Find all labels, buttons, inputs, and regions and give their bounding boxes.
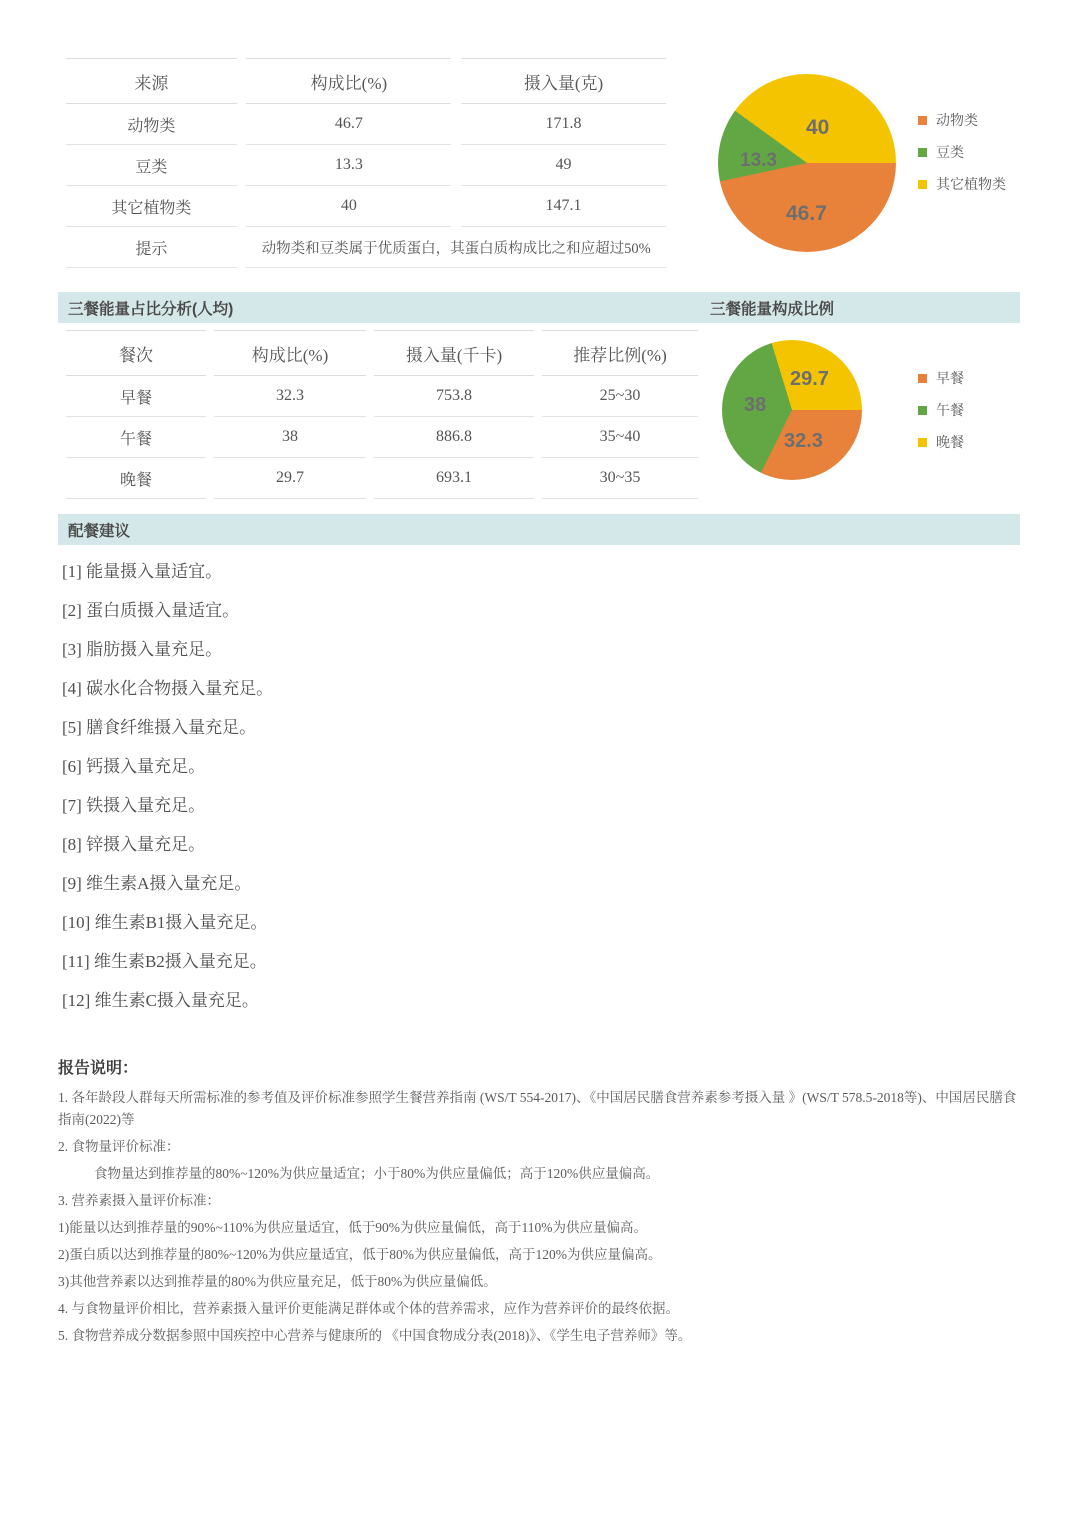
column-gap — [451, 104, 461, 145]
note-line: 1. 各年龄段人群每天所需标准的参考值及评价标准参照学生餐营养指南 (WS/T 554-2017)、《中国居民膳食营养素参考摄入量 》(WS/T 578.5-2018等)、中国居民膳食指南(2022)等 — [58, 1090, 1017, 1127]
cell-recommended: 25~30 — [542, 376, 698, 417]
cell-intake: 886.8 — [374, 417, 534, 458]
tip-label: 提示 — [66, 227, 237, 268]
column-header-ratio: 构成比(%) — [246, 59, 451, 104]
list-item: [9] 维生素A摄入量充足。 — [62, 874, 252, 893]
column-gap — [237, 145, 247, 186]
column-gap — [534, 331, 542, 376]
cell-ratio: 38 — [214, 417, 366, 458]
cell-ratio: 32.3 — [214, 376, 366, 417]
column-gap — [366, 417, 374, 458]
legend-item — [918, 110, 1006, 130]
legend-swatch-other-plant — [918, 180, 927, 189]
column-gap — [534, 376, 542, 417]
advice-list — [62, 552, 962, 1020]
list-item: [7] 铁摄入量充足。 — [62, 796, 206, 815]
column-gap — [206, 376, 214, 417]
cell-ratio: 29.7 — [214, 458, 366, 499]
legend-swatch-breakfast — [918, 374, 927, 383]
column-header-intake: 摄入量(千卡) — [374, 331, 534, 376]
note-line: 5. 食物营养成分数据参照中国疾控中心营养与健康所的 《中国食物成分表(2018)》、《学生电子营养师》等。 — [58, 1328, 692, 1343]
legend-label-animal: 动物类 — [936, 112, 978, 128]
legend-item — [918, 368, 964, 388]
pie-slice-label-animal: 46.7 — [786, 202, 827, 225]
section-title-advice: 配餐建议 — [68, 522, 131, 540]
legend-item — [918, 174, 1006, 194]
legend-swatch-dinner — [918, 438, 927, 447]
column-gap — [534, 417, 542, 458]
column-gap — [237, 186, 247, 227]
list-item: [3] 脂肪摄入量充足。 — [62, 640, 223, 659]
list-item: [4] 碳水化合物摄入量充足。 — [62, 679, 274, 698]
pie-legend — [918, 110, 1006, 206]
cell-intake: 753.8 — [374, 376, 534, 417]
column-header-intake: 摄入量(克) — [461, 59, 666, 104]
legend-item — [918, 432, 964, 452]
note-line: 1)能量以达到推荐量的90%~110%为供应量适宜，低于90%为供应量偏低，高于110%为供应量偏高。 — [58, 1220, 648, 1235]
note-line: 2)蛋白质以达到推荐量的80%~120%为供应量适宜，低于80%为供应量偏低，高于120%为供应量偏高。 — [58, 1247, 662, 1262]
column-header-source: 来源 — [66, 59, 237, 104]
column-gap — [451, 145, 461, 186]
cell-intake: 693.1 — [374, 458, 534, 499]
list-item: [11] 维生素B2摄入量充足。 — [62, 952, 267, 971]
report-notes-heading: 报告说明： — [58, 1060, 139, 1077]
column-gap — [366, 458, 374, 499]
cell-intake: 147.1 — [461, 186, 666, 227]
column-gap — [206, 331, 214, 376]
table-row — [66, 376, 698, 417]
column-gap — [366, 376, 374, 417]
list-item: [8] 锌摄入量充足。 — [62, 835, 206, 854]
list-item: [12] 维生素C摄入量充足。 — [62, 991, 259, 1010]
note-line: 2. 食物量评价标准： — [58, 1139, 180, 1154]
pie-slice-label-lunch: 38 — [744, 394, 767, 416]
note-line: 3. 营养素摄入量评价标准： — [58, 1193, 220, 1208]
column-gap — [534, 458, 542, 499]
cell-intake: 171.8 — [461, 104, 666, 145]
cell-recommended: 35~40 — [542, 417, 698, 458]
pie-slice-label-bean: 13.3 — [740, 150, 777, 171]
protein-source-table — [66, 58, 666, 268]
list-item: [10] 维生素B1摄入量充足。 — [62, 913, 268, 932]
cell-intake: 49 — [461, 145, 666, 186]
column-header-recommended: 推荐比例(%) — [542, 331, 698, 376]
table-header-row — [66, 331, 698, 376]
cell-meal: 早餐 — [66, 376, 206, 417]
meal-energy-table — [66, 330, 698, 499]
list-item: [1] 能量摄入量适宜。 — [62, 562, 223, 581]
column-gap — [237, 227, 247, 268]
column-gap — [366, 331, 374, 376]
cell-source: 豆类 — [66, 145, 237, 186]
legend-label-lunch: 午餐 — [936, 402, 964, 418]
column-gap — [206, 458, 214, 499]
column-gap — [237, 104, 247, 145]
protein-source-pie-chart — [718, 74, 1018, 274]
legend-item — [918, 142, 1006, 162]
note-line: 3)其他营养素以达到推荐量的80%为供应量充足，低于80%为供应量偏低。 — [58, 1274, 497, 1289]
table-row — [66, 458, 698, 499]
cell-ratio: 40 — [246, 186, 451, 227]
legend-swatch-bean — [918, 148, 927, 157]
list-item: [2] 蛋白质摄入量适宜。 — [62, 601, 240, 620]
legend-label-breakfast: 早餐 — [936, 370, 964, 386]
column-gap — [451, 59, 461, 104]
section-title-meal-pie: 三餐能量构成比例 — [710, 300, 835, 318]
cell-ratio: 46.7 — [246, 104, 451, 145]
legend-label-other-plant: 其它植物类 — [936, 176, 1006, 192]
legend-item — [918, 400, 964, 420]
column-gap — [451, 186, 461, 227]
table-tip-row — [66, 227, 666, 268]
section-header-meal-energy — [58, 292, 1020, 323]
section-title-meal-analysis: 三餐能量占比分析(人均) — [68, 300, 234, 318]
cell-source: 其它植物类 — [66, 186, 237, 227]
column-header-ratio: 构成比(%) — [214, 331, 366, 376]
column-gap — [237, 59, 247, 104]
pie-disc — [722, 340, 862, 480]
legend-label-bean: 豆类 — [936, 144, 964, 160]
cell-ratio: 13.3 — [246, 145, 451, 186]
legend-swatch-lunch — [918, 406, 927, 415]
table-row — [66, 417, 698, 458]
report-notes — [58, 1055, 1018, 1352]
cell-source: 动物类 — [66, 104, 237, 145]
pie-slice-label-other-plant: 40 — [806, 116, 830, 139]
pie-slice-label-dinner: 29.7 — [790, 368, 829, 390]
table-header-row — [66, 59, 666, 104]
pie-slice-label-breakfast: 32.3 — [784, 430, 823, 452]
cell-recommended: 30~35 — [542, 458, 698, 499]
column-gap — [206, 417, 214, 458]
cell-meal: 午餐 — [66, 417, 206, 458]
table-row — [66, 104, 666, 145]
pie-legend — [918, 368, 964, 464]
meal-energy-pie-chart — [722, 340, 1022, 500]
list-item: [5] 膳食纤维摄入量充足。 — [62, 718, 257, 737]
note-line: 4. 与食物量评价相比，营养素摄入量评价更能满足群体或个体的营养需求，应作为营养评价的最终依据。 — [58, 1301, 679, 1316]
table-row — [66, 145, 666, 186]
cell-meal: 晚餐 — [66, 458, 206, 499]
legend-label-dinner: 晚餐 — [936, 434, 964, 450]
tip-text: 动物类和豆类属于优质蛋白，其蛋白质构成比之和应超过50% — [246, 227, 666, 268]
section-header-advice — [58, 514, 1020, 545]
note-line: 食物量达到推荐量的80%~120%为供应量适宜；小于80%为供应量偏低；高于120%供应量偏高。 — [94, 1166, 660, 1181]
column-header-meal: 餐次 — [66, 331, 206, 376]
legend-swatch-animal — [918, 116, 927, 125]
list-item: [6] 钙摄入量充足。 — [62, 757, 206, 776]
table-row — [66, 186, 666, 227]
